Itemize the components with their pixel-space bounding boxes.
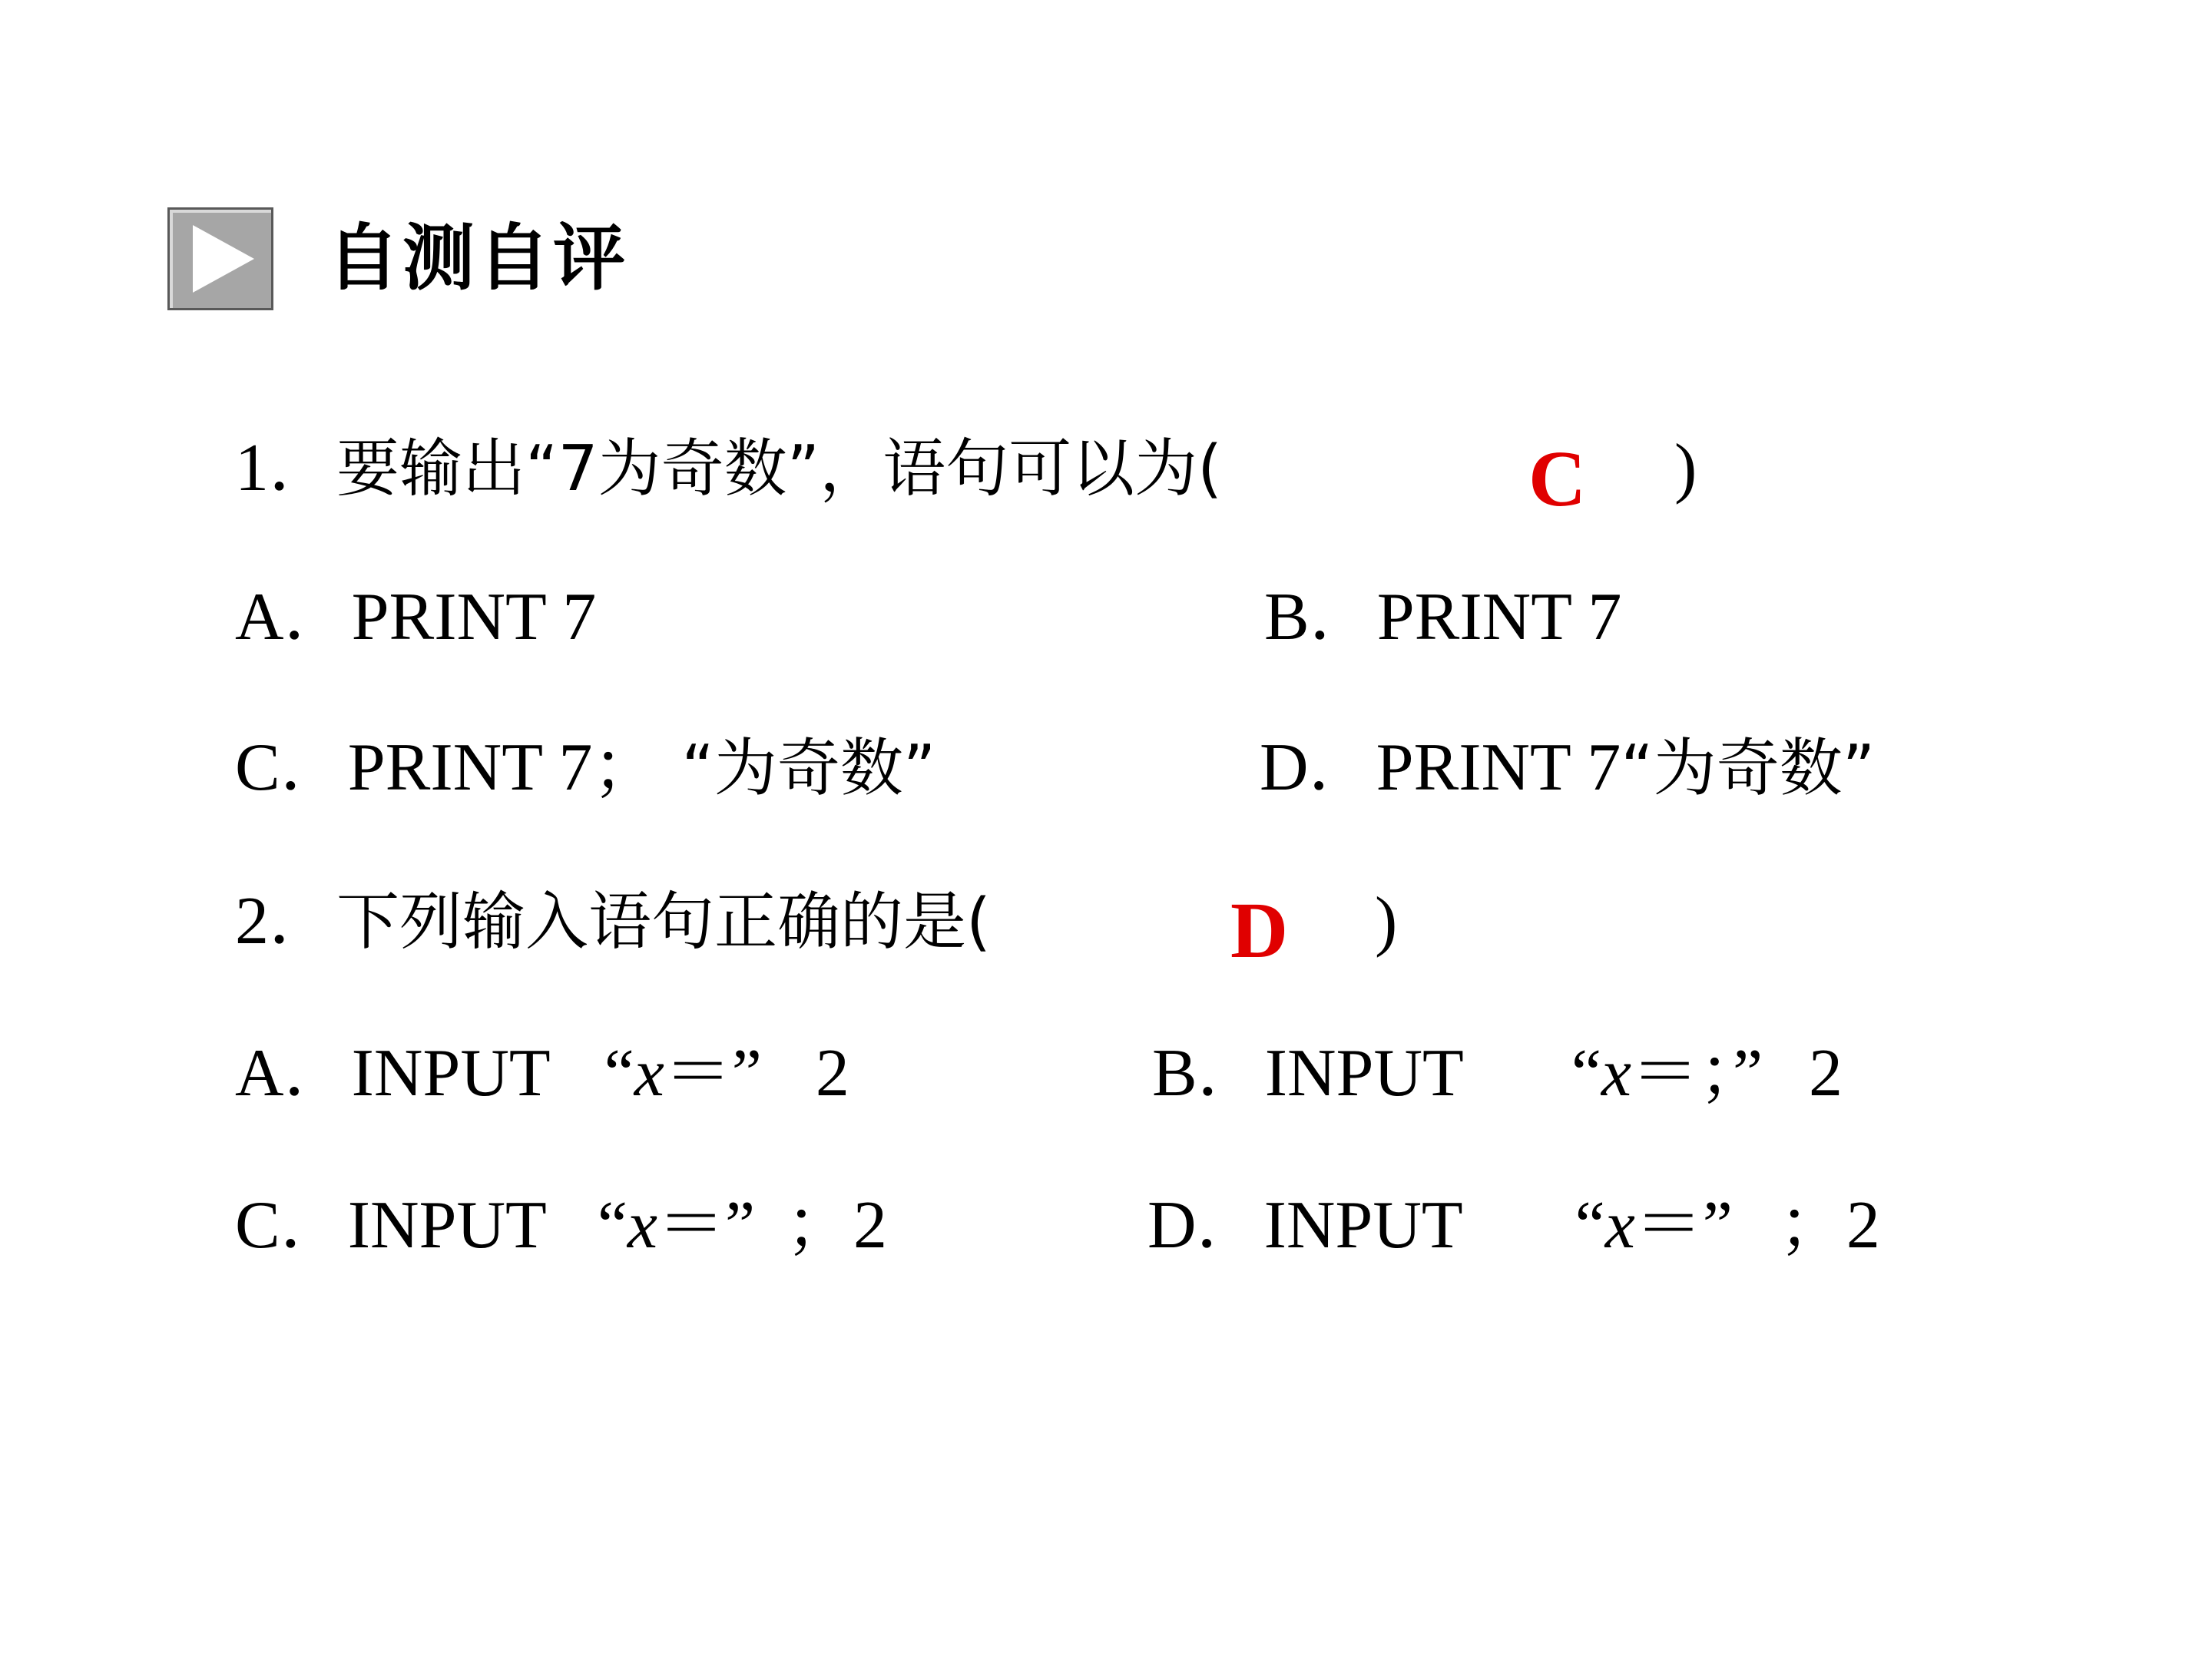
option-label: D．: [1260, 730, 1376, 805]
section-header: [167, 204, 628, 313]
question-2-stem-text: 下列输入语句正确的是(: [336, 886, 992, 959]
question-1-answer: C: [1528, 435, 1587, 523]
question-1-stem-prefix: 要输出: [336, 432, 526, 505]
option-quote-open: “: [597, 1188, 628, 1263]
option-text-quote: “为奇数”: [681, 732, 936, 805]
option-var: x: [1604, 1188, 1635, 1263]
question-2-number: 2．: [235, 884, 337, 959]
option-text: PRINT 7；: [347, 730, 661, 805]
option-cmd: INPUT: [347, 1188, 547, 1263]
question-1-stem-suffix: ，语句可以为(: [820, 432, 1223, 505]
option-text-quote: “为奇数”: [1621, 732, 1876, 805]
option-quote-open: “: [604, 1036, 634, 1111]
option-text: PRINT 7: [351, 580, 597, 654]
question-2-answer: D: [1230, 886, 1289, 975]
option-quote-open: “: [1575, 1188, 1605, 1263]
option-label: A．: [235, 1036, 352, 1111]
option-label: A．: [235, 580, 352, 654]
option-quote-open: “: [1571, 1036, 1601, 1111]
option-var: x: [1601, 1036, 1631, 1111]
question-1-option-d: [1260, 730, 1876, 805]
option-label: D．: [1147, 1188, 1264, 1263]
option-label: C．: [235, 1188, 348, 1263]
option-var: x: [627, 1188, 657, 1263]
section-title: 自测自评: [327, 217, 629, 300]
option-cmd: INPUT: [1263, 1188, 1463, 1263]
option-var: x: [634, 1036, 664, 1111]
question-1-number: 1．: [235, 431, 337, 505]
option-cmd: INPUT: [351, 1036, 551, 1111]
option-tail: ；2: [786, 1188, 888, 1263]
option-label: B．: [1264, 580, 1377, 654]
question-1-stem-quote: “7为奇数”: [525, 432, 820, 505]
question-2-option-c: [235, 1188, 888, 1263]
question-1-option-b: [1264, 580, 1622, 654]
play-triangle-icon: [167, 207, 273, 310]
question-1-stem: [235, 431, 1223, 505]
question-2-option-a: [235, 1036, 849, 1111]
option-rest: ＝”: [657, 1188, 755, 1263]
question-2-option-d: [1147, 1188, 1880, 1263]
question-1-option-a: [235, 580, 597, 654]
question-1-option-c: [235, 730, 936, 805]
option-rest: ＝”: [1634, 1188, 1733, 1263]
option-label: B．: [1152, 1036, 1265, 1111]
option-rest: ＝”: [664, 1036, 762, 1111]
option-text: PRINT 7: [1376, 580, 1622, 654]
option-rest: ＝；”: [1631, 1036, 1763, 1111]
question-2-option-b: [1152, 1036, 1843, 1111]
option-tail: 2: [1809, 1036, 1843, 1111]
option-cmd: INPUT: [1264, 1036, 1464, 1111]
question-2-stem: [235, 884, 992, 959]
option-tail: 2: [815, 1036, 849, 1111]
option-text: PRINT 7: [1376, 730, 1621, 805]
question-2-close-paren: ): [1375, 884, 1398, 959]
question-1-close-paren: ): [1674, 431, 1697, 505]
option-label: C．: [235, 730, 348, 805]
option-tail: ；2: [1778, 1188, 1880, 1263]
